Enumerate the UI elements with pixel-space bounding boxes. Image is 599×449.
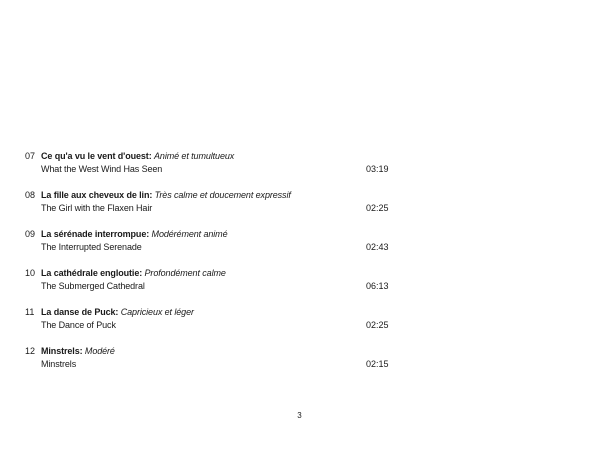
track-tempo: Modérément animé — [151, 229, 228, 239]
track-duration: 02:43 — [366, 242, 389, 252]
track-number: 09 — [25, 229, 36, 239]
track-duration: 03:19 — [366, 164, 389, 174]
track-number: 12 — [25, 346, 36, 356]
track-title-en: The Submerged Cathedral — [41, 281, 145, 291]
track-number: 08 — [25, 190, 36, 200]
track-heading — [41, 228, 227, 240]
track-title-fr: La fille aux cheveux de lin: — [41, 190, 153, 200]
track-title-en: What the West Wind Has Seen — [41, 164, 163, 174]
track-tempo: Capricieux et léger — [120, 307, 194, 317]
track-heading — [41, 150, 234, 162]
track-heading — [41, 267, 226, 279]
track-title-en: Minstrels — [41, 359, 77, 369]
track-tempo: Modéré — [84, 346, 115, 356]
track-title-fr: Ce qu'a vu le vent d'ouest: — [41, 151, 152, 161]
track-number: 07 — [25, 151, 36, 161]
track-heading — [41, 306, 194, 318]
track-title-fr: Minstrels: — [41, 346, 83, 356]
track-item — [0, 146, 599, 185]
track-duration: 02:25 — [366, 320, 389, 330]
track-number: 10 — [25, 268, 36, 278]
track-tempo: Très calme et doucement expressif — [154, 190, 291, 200]
track-list — [0, 146, 599, 380]
track-item — [0, 341, 599, 380]
track-duration: 02:25 — [366, 203, 389, 213]
track-tempo: Profondément calme — [144, 268, 226, 278]
track-title-fr: La sérénade interrompue: — [41, 229, 150, 239]
track-title-en: The Interrupted Serenade — [41, 242, 142, 252]
track-title-fr: La danse de Puck: — [41, 307, 119, 317]
track-title-fr: La cathédrale engloutie: — [41, 268, 143, 278]
track-item — [0, 263, 599, 302]
track-duration: 02:15 — [366, 359, 389, 369]
track-title-en: The Girl with the Flaxen Hair — [41, 203, 153, 213]
track-tempo: Animé et tumultueux — [154, 151, 235, 161]
page-number: 3 — [297, 411, 302, 420]
track-title-en: The Dance of Puck — [41, 320, 116, 330]
track-item — [0, 224, 599, 263]
track-duration: 06:13 — [366, 281, 389, 291]
track-heading — [41, 345, 115, 357]
track-item — [0, 302, 599, 341]
track-item — [0, 185, 599, 224]
track-number: 11 — [25, 307, 35, 317]
track-heading — [41, 189, 291, 201]
